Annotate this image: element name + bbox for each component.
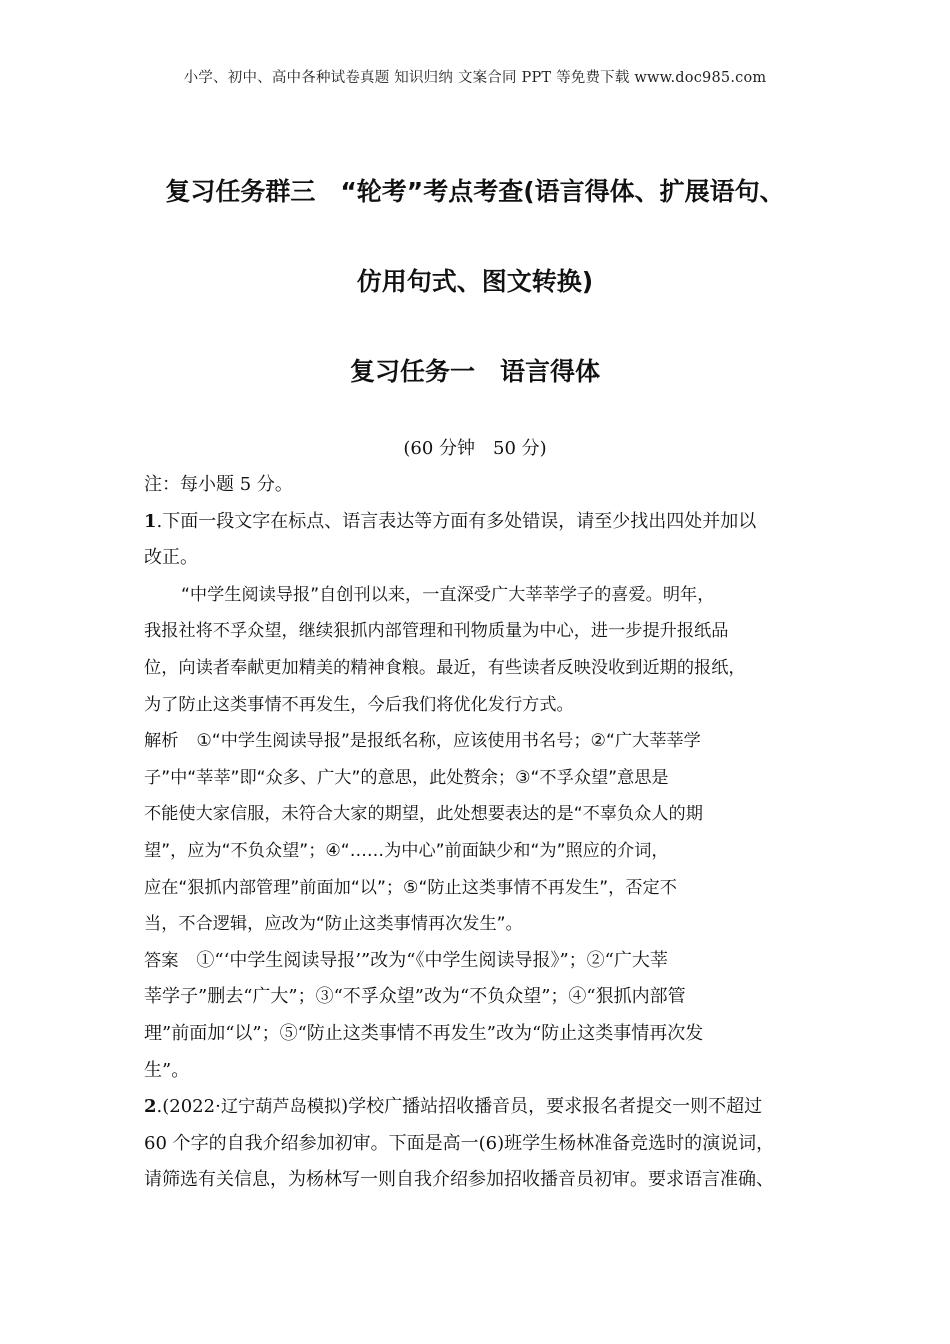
q2-stem-line: 请筛选有关信息，为杨林写一则自我介绍参加招收播音员初审。要求语言准确、 [144, 1169, 774, 1191]
time-score: (60 分钟 50 分) [403, 438, 547, 459]
q1-passage-line: 我报社将不孚众望，继续狠抓内部管理和刊物质量为中心，进一步提升报纸品 [144, 621, 729, 642]
q1-analysis-line: 子”中“莘莘”即“众多、广大”的意思，此处赘余；③“不孚众望”意思是 [144, 767, 669, 788]
q1-answer-line: 生”。 [144, 1059, 190, 1081]
q2-stem-line [144, 1089, 822, 1126]
q2-number: 2 [144, 1096, 157, 1118]
q1-answer-line: 理”前面加“以”；⑤“防止这类事情不再发生”改为“防止这类事情再次发 [144, 1022, 704, 1044]
q2-source-open: .(2022· [156, 1096, 221, 1118]
analysis-label: 解析 [144, 731, 179, 752]
q1-analysis-line: 当，不合逻辑，应改为“防止这类事情再次发生”。 [144, 914, 523, 935]
analysis-text: ①“中学生阅读导报”是报纸名称，应该使用书名号；②“广大莘莘学 [196, 731, 701, 752]
q2-stem-first: )学校广播站招收播音员，要求报名者提交一则不超过 [341, 1096, 763, 1118]
note: 注：每小题 5 分。 [144, 474, 293, 495]
subtitle: 复习任务一 语言得体 [349, 357, 600, 386]
q2-stem-line: 60 个字的自我介绍参加初审。下面是高一(6)班学生杨林准备竞选时的演说词， [144, 1132, 775, 1154]
answer-label: 答案 [144, 950, 179, 971]
q2-source-place: 辽宁葫芦岛模拟 [220, 1097, 342, 1118]
q1-stem-text: .下面一段文字在标点、语言表达等方面有多处错误，请至少找出四处并加以 [156, 510, 757, 532]
q1-stem-line [144, 504, 822, 541]
title-line-1: 复习任务群三 “轮考”考点考查(语言得体、扩展语句、 [165, 177, 785, 206]
q1-analysis-line [144, 723, 822, 760]
q1-analysis-line: 应在“狠抓内部管理”前面加“以”；⑤“防止这类事情不再发生”，否定不 [144, 877, 677, 898]
q1-answer-line [144, 943, 822, 980]
q1-analysis-line: 不能使大家信服，未符合大家的期望，此处想要表达的是“不辜负众人的期 [144, 804, 703, 825]
q1-answer-line: 莘学子”删去“广大”；③“不孚众望”改为“不负众望”；④“狠抓内部管 [144, 986, 686, 1008]
q1-analysis-line: 望”，应为“不负众望”；④“……为中心”前面缺少和“为”照应的介词， [144, 840, 669, 861]
answer-text: ①“‘中学生阅读导报’”改为“《中学生阅读导报》”；②“广大莘 [196, 949, 668, 971]
site-header: 小学、初中、高中各种试卷真题 知识归纳 文案合同 PPT 等免费下载 www.doc985.com [183, 70, 767, 86]
content [144, 467, 822, 1199]
q1-passage-line: “中学生阅读导报”自创刊以来，一直深受广大莘莘学子的喜爱。明年， [181, 584, 715, 605]
q1-passage-line: 位，向读者奉献更加精美的精神食粮。最近，有些读者反映没收到近期的报纸， [144, 657, 746, 678]
q1-passage-line: 为了防止这类事情不再发生，今后我们将优化发行方式。 [144, 694, 574, 715]
q1-number: 1 [144, 510, 157, 532]
title-line-2: 仿用句式、图文转换) [356, 267, 594, 296]
q1-stem-line: 改正。 [144, 547, 198, 569]
